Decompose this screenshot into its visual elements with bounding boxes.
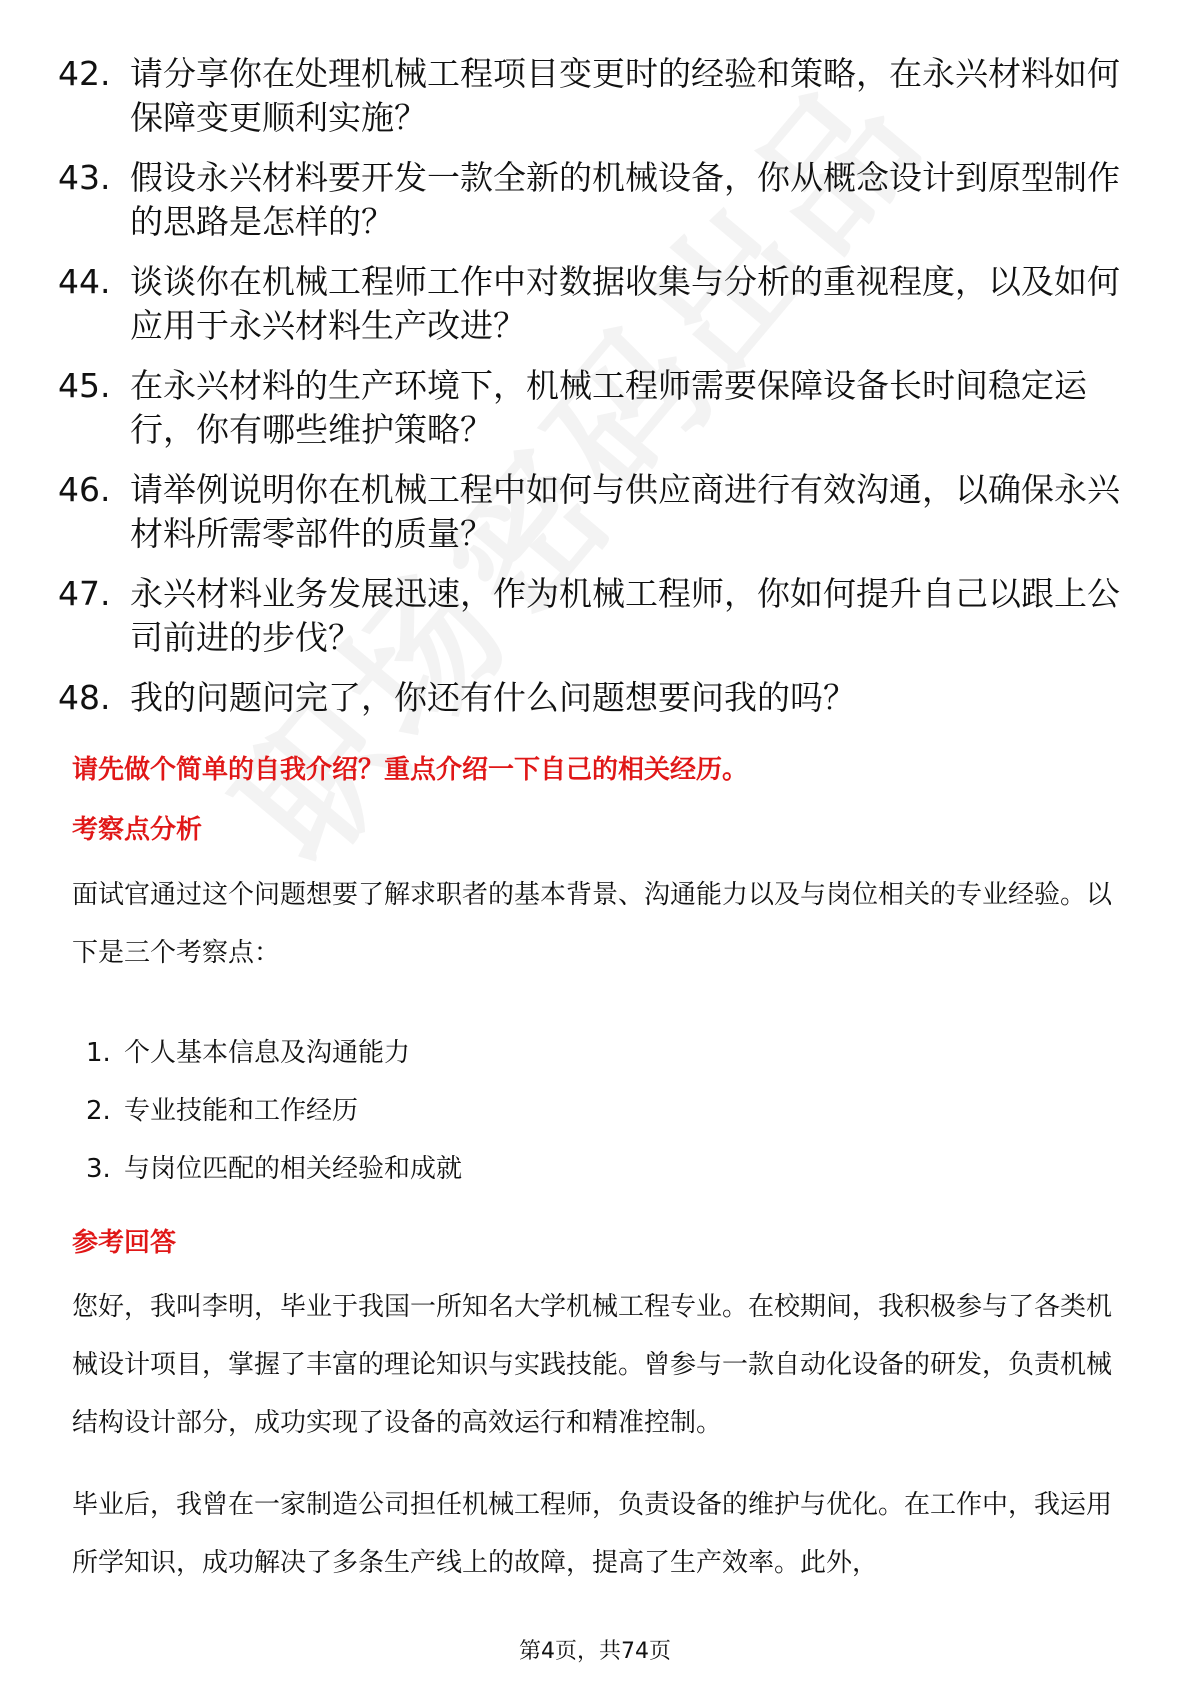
- question-text: 我的问题问完了，你还有什么问题想要问我的吗？: [130, 678, 856, 717]
- points-list: [86, 1024, 462, 1198]
- list-item: [86, 1140, 462, 1198]
- question-text: 谈谈你在机械工程师工作中对数据收集与分析的重视程度，以及如何应用于永兴材料生产改进？: [130, 262, 1120, 345]
- list-item-text: 个人基本信息及沟通能力: [124, 1038, 411, 1068]
- question-number: 46.: [58, 470, 111, 509]
- question-number: 48.: [58, 678, 111, 717]
- question-text: 假设永兴材料要开发一款全新的机械设备，你从概念设计到原型制作的思路是怎样的？: [130, 158, 1120, 241]
- question-title: 请先做个简单的自我介绍？重点介绍一下自己的相关经历。: [72, 755, 749, 785]
- question-number: 43.: [58, 158, 111, 197]
- answer-paragraph-2: 毕业后，我曾在一家制造公司担任机械工程师，负责设备的维护与优化。在工作中，我运用所学知识，成功解决了多条生产线上的故障，提高了生产效率。此外，: [72, 1490, 1113, 1578]
- page-footer: 第4页，共74页: [519, 1639, 671, 1664]
- question-item: [58, 572, 1138, 660]
- question-item: [58, 52, 1138, 140]
- answer-heading: 参考回答: [72, 1228, 177, 1258]
- list-item: [86, 1082, 462, 1140]
- analysis-paragraph: 面试官通过这个问题想要了解求职者的基本背景、沟通能力以及与岗位相关的专业经验。以下是三个考察点：: [72, 880, 1113, 968]
- question-text: 请举例说明你在机械工程中如何与供应商进行有效沟通，以确保永兴材料所需零部件的质量？: [130, 470, 1120, 553]
- question-text: 永兴材料业务发展迅速，作为机械工程师，你如何提升自己以跟上公司前进的步伐？: [130, 574, 1120, 657]
- question-number: 45.: [58, 366, 111, 405]
- list-item-number: 2.: [86, 1096, 111, 1126]
- answer-paragraph-1: 您好，我叫李明，毕业于我国一所知名大学机械工程专业。在校期间，我积极参与了各类机械设计项目，掌握了丰富的理论知识与实践技能。曾参与一款自动化设备的研发，负责机械结构设计部分，成功实现了设备的高效运行和精准控制。: [72, 1292, 1113, 1438]
- question-number: 47.: [58, 574, 111, 613]
- list-item-text: 专业技能和工作经历: [124, 1096, 359, 1126]
- question-number: 44.: [58, 262, 111, 301]
- list-item-text: 与岗位匹配的相关经验和成就: [124, 1154, 463, 1184]
- list-item: [86, 1024, 462, 1082]
- question-item: [58, 676, 1138, 720]
- list-item-number: 1.: [86, 1038, 111, 1068]
- list-item-number: 3.: [86, 1154, 111, 1184]
- question-item: [58, 260, 1138, 348]
- question-number: 42.: [58, 54, 111, 93]
- question-text: 请分享你在处理机械工程项目变更时的经验和策略，在永兴材料如何保障变更顺利实施？: [130, 54, 1120, 137]
- question-item: [58, 468, 1138, 556]
- question-item: [58, 156, 1138, 244]
- question-item: [58, 364, 1138, 452]
- question-text: 在永兴材料的生产环境下，机械工程师需要保障设备长时间稳定运行，你有哪些维护策略？: [130, 366, 1087, 449]
- question-list: [58, 52, 1138, 736]
- analysis-heading: 考察点分析: [72, 815, 203, 845]
